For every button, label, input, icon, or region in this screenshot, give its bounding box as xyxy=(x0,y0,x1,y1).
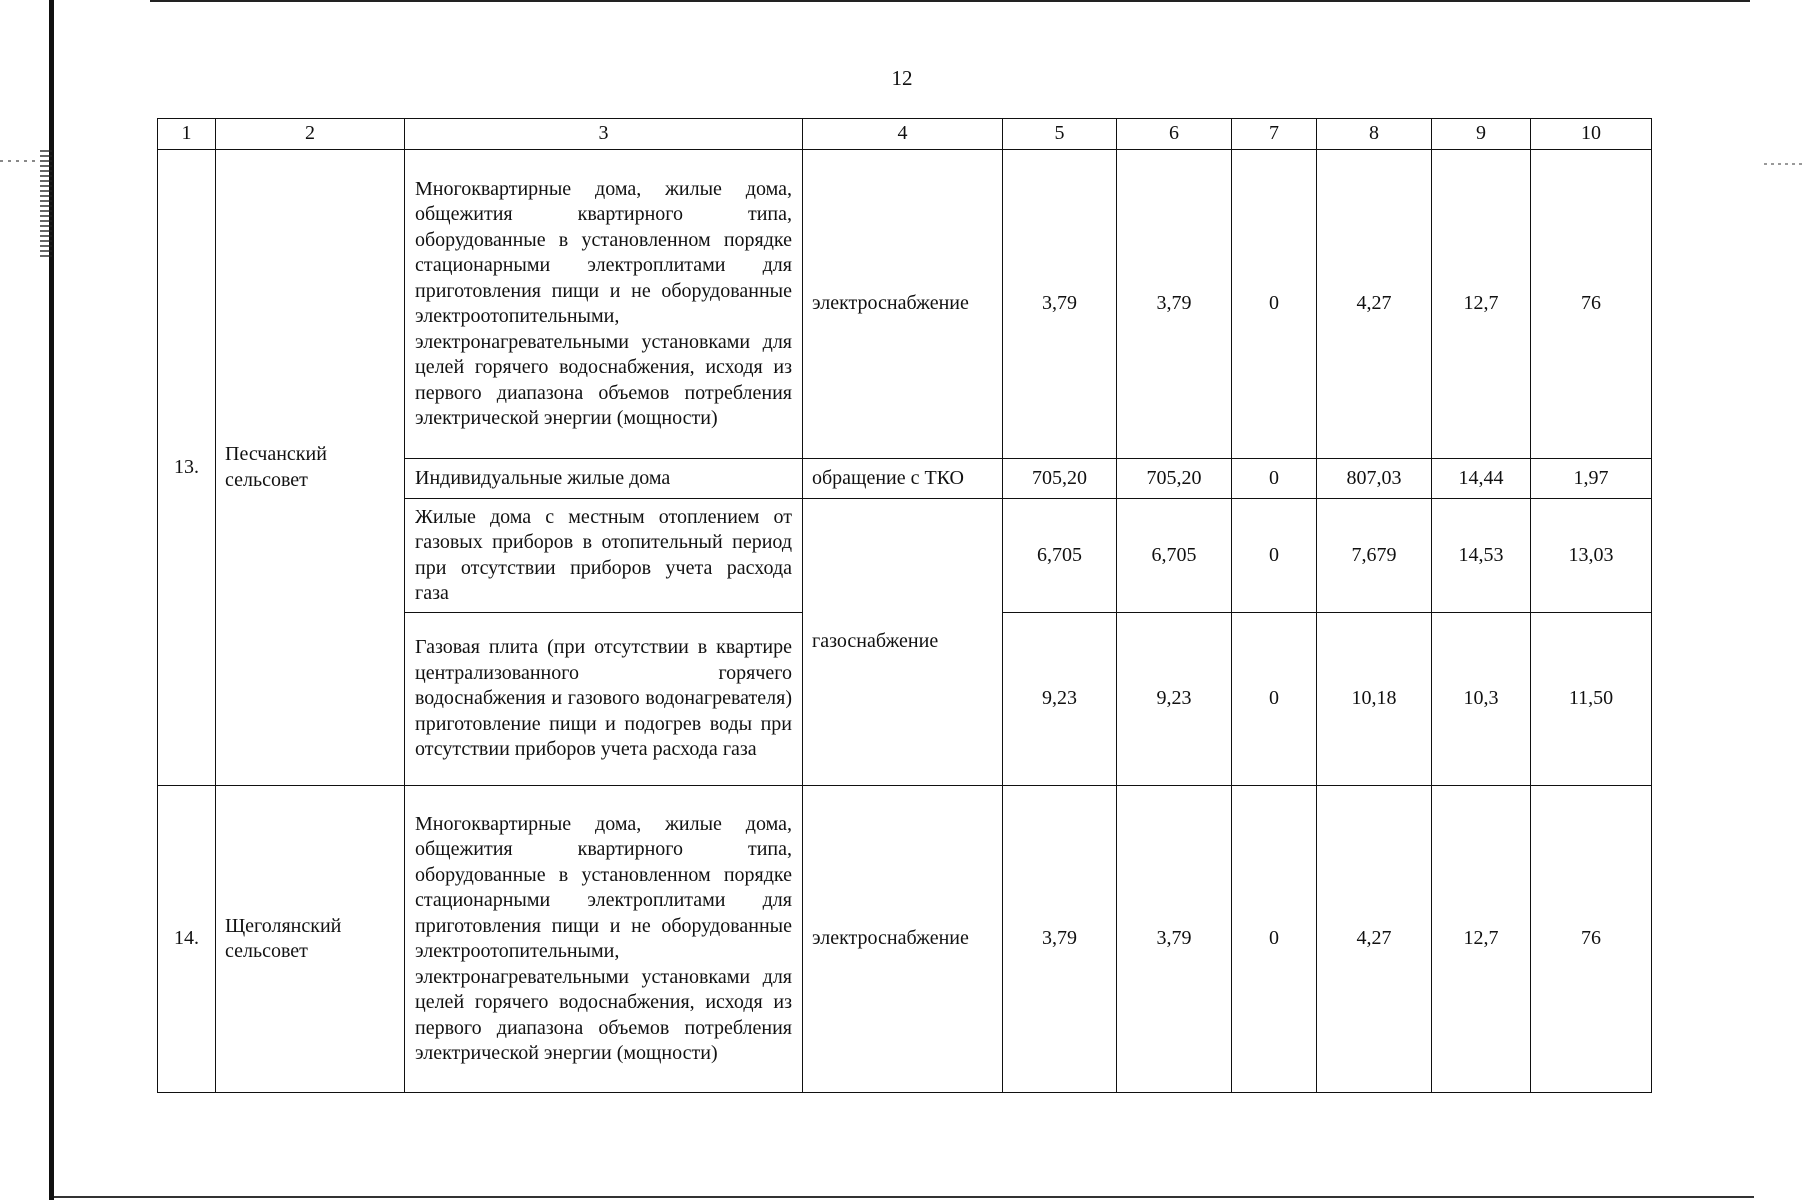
value-col6: 705,20 xyxy=(1117,459,1232,499)
value-col5: 3,79 xyxy=(1003,786,1117,1093)
header-cell: 10 xyxy=(1531,119,1652,150)
service-type: газоснабжение xyxy=(803,499,1003,786)
value-col9: 14,53 xyxy=(1432,499,1531,613)
table-row xyxy=(158,786,1652,1093)
settlement-name: Щеголянский сельсовет xyxy=(216,786,405,1093)
value-col7: 0 xyxy=(1232,613,1317,786)
service-type: обращение с ТКО xyxy=(803,459,1003,499)
table-row xyxy=(158,150,1652,459)
header-cell: 1 xyxy=(158,119,216,150)
scan-left-noise xyxy=(40,150,52,260)
scan-bottom-border xyxy=(54,1196,1754,1198)
header-row xyxy=(158,119,1652,150)
value-col9: 14,44 xyxy=(1432,459,1531,499)
header-cell: 6 xyxy=(1117,119,1232,150)
service-type: электроснабжение xyxy=(803,786,1003,1093)
value-col8: 4,27 xyxy=(1317,150,1432,459)
category-description: Жилые дома с местным отоплением от газовых приборов в отопительный период при отсутствии приборов учета расхода газа xyxy=(405,499,803,613)
scan-mark-right xyxy=(1764,163,1804,165)
value-col6: 6,705 xyxy=(1117,499,1232,613)
value-col8: 7,679 xyxy=(1317,499,1432,613)
value-col8: 10,18 xyxy=(1317,613,1432,786)
value-col7: 0 xyxy=(1232,786,1317,1093)
value-col5: 9,23 xyxy=(1003,613,1117,786)
header-cell: 4 xyxy=(803,119,1003,150)
header-cell: 2 xyxy=(216,119,405,150)
row-index: 13. xyxy=(158,150,216,786)
value-col9: 12,7 xyxy=(1432,786,1531,1093)
category-description: Многоквартирные дома, жилые дома, общежития квартирного типа, оборудованные в установленном порядке стационарными электроплитами для приготовления пищи и не оборудованные электроотопительными, электронагревательными установками для целей горячего водоснабжения, исходя из первого диапазона объемов потребления электрической энергии (мощности) xyxy=(405,150,803,459)
value-col5: 6,705 xyxy=(1003,499,1117,613)
value-col10: 13,03 xyxy=(1531,499,1652,613)
value-col10: 76 xyxy=(1531,786,1652,1093)
category-description: Индивидуальные жилые дома xyxy=(405,459,803,499)
value-col7: 0 xyxy=(1232,499,1317,613)
value-col7: 0 xyxy=(1232,150,1317,459)
header-cell: 5 xyxy=(1003,119,1117,150)
value-col6: 3,79 xyxy=(1117,786,1232,1093)
value-col10: 76 xyxy=(1531,150,1652,459)
value-col6: 3,79 xyxy=(1117,150,1232,459)
header-cell: 7 xyxy=(1232,119,1317,150)
category-description: Многоквартирные дома, жилые дома, общежития квартирного типа, оборудованные в установленном порядке стационарными электроплитами для приготовления пищи и не оборудованные электроотопительными, электронагревательными установками для целей горячего водоснабжения, исходя из первого диапазона объемов потребления электрической энергии (мощности) xyxy=(405,786,803,1093)
category-description: Газовая плита (при отсутствии в квартире централизованного горячего водоснабжения и газового водонагревателя) приготовление пищи и подогрев воды при отсутствии приборов учета расхода газа xyxy=(405,613,803,786)
value-col9: 10,3 xyxy=(1432,613,1531,786)
value-col10: 11,50 xyxy=(1531,613,1652,786)
header-cell: 3 xyxy=(405,119,803,150)
header-cell: 8 xyxy=(1317,119,1432,150)
value-col5: 705,20 xyxy=(1003,459,1117,499)
row-index: 14. xyxy=(158,786,216,1093)
value-col8: 807,03 xyxy=(1317,459,1432,499)
tariff-table xyxy=(157,118,1652,1093)
header-cell: 9 xyxy=(1432,119,1531,150)
value-col9: 12,7 xyxy=(1432,150,1531,459)
page-number: 12 xyxy=(891,66,913,90)
value-col10: 1,97 xyxy=(1531,459,1652,499)
value-col7: 0 xyxy=(1232,459,1317,499)
value-col8: 4,27 xyxy=(1317,786,1432,1093)
value-col5: 3,79 xyxy=(1003,150,1117,459)
value-col6: 9,23 xyxy=(1117,613,1232,786)
service-type: электроснабжение xyxy=(803,150,1003,459)
scan-mark-left xyxy=(0,160,38,162)
scan-top-border xyxy=(150,0,1750,2)
settlement-name: Песчанский сельсовет xyxy=(216,150,405,786)
